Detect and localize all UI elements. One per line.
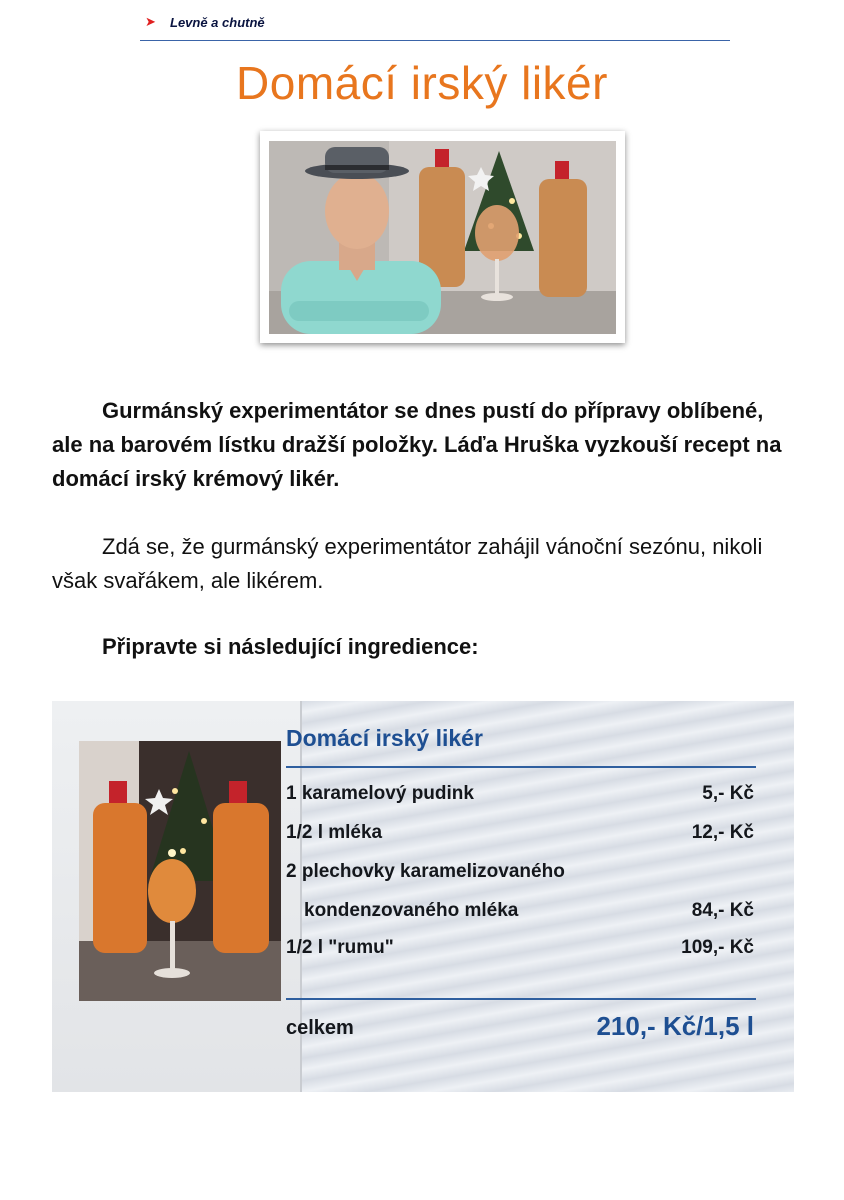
chef-with-liqueur-photo [269, 141, 616, 334]
ingredient-label: 2 plechovky karamelizovaného [286, 861, 565, 882]
ingredient-label: 1 karamelový pudink [286, 783, 474, 804]
second-paragraph: Zdá se, že gurmánský experimentátor zahájil vánoční sezónu, nikoli však svařákem, ale likérem. [52, 534, 763, 593]
recipe-card-photo-panel [52, 701, 302, 1092]
recipe-card-title-rule [286, 766, 756, 768]
total-value: 210,- Kč/1,5 l [596, 1011, 754, 1041]
running-header-text: Levně a chutně [170, 15, 265, 30]
recipe-card-title: Domácí irský likér [286, 725, 483, 751]
ingredient-label: 1/2 l "rumu" [286, 937, 394, 958]
running-header [140, 10, 730, 41]
total-label: celkem [286, 1017, 354, 1039]
page-title: Domácí irský likér [236, 57, 608, 109]
ingredient-label: kondenzovaného mléka [304, 900, 519, 921]
ingredient-price: 84,- Kč [691, 900, 754, 921]
chef-photo-frame [260, 131, 625, 343]
intro-paragraph: Gurmánský experimentátor se dnes pustí do přípravy oblíbené, ale na barovém lístku dražší položky. Láďa Hruška vyzkouší recept na domácí irský krémový likér. [52, 398, 782, 491]
recipe-card-total-rule [286, 998, 756, 1000]
ingredient-label: 1/2 l mléka [286, 822, 383, 843]
ingredient-price: 5,- Kč [702, 783, 754, 804]
arrow-right-icon: ➤ [145, 14, 156, 29]
ingredient-price: 109,- Kč [681, 937, 754, 958]
liqueur-bottles-photo [79, 741, 281, 1001]
ingredient-price: 12,- Kč [691, 822, 754, 843]
ingredients-heading: Připravte si následující ingredience: [102, 634, 479, 659]
